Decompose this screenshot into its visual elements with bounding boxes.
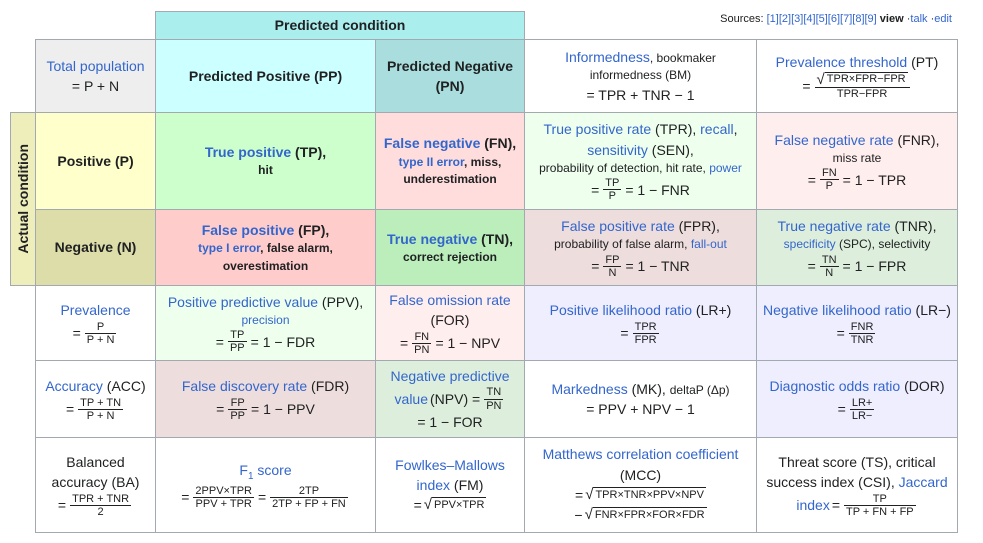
sources-bar	[720, 13, 952, 25]
fraction-denominator: P + N	[86, 333, 115, 346]
text-span: = TPR + TNR − 1	[586, 86, 695, 103]
true-negative-link[interactable]: True negative	[386, 230, 478, 247]
text-span	[554, 236, 727, 253]
text-span	[763, 300, 951, 320]
fraction-numerator: FP	[605, 253, 620, 266]
text-span	[565, 47, 716, 67]
fowlkes-mallows-link[interactable]: Fowlkes–Mallows	[395, 456, 505, 473]
informedness-cell	[524, 39, 757, 113]
formula	[395, 386, 506, 411]
fraction-denominator: N	[825, 266, 834, 279]
text-span: F	[239, 462, 248, 479]
formula: = √ TPR×TNR×PPV×NPV	[575, 485, 704, 503]
ref-link-6[interactable]: [6]	[827, 13, 841, 25]
total-population-cell	[35, 39, 156, 113]
mcc-cell	[524, 437, 757, 533]
fraction-numerator: TN	[821, 253, 837, 266]
text-span: miss rate	[832, 150, 882, 165]
fraction	[633, 321, 659, 346]
lr-positive-link[interactable]: Positive likelihood ratio	[549, 302, 693, 319]
fraction-numerator: 2TP	[270, 485, 348, 498]
true-positive-link[interactable]: True positive	[204, 144, 292, 161]
predicted-condition-header	[155, 11, 525, 40]
formula: = $\frac{P}{P + N}$	[72, 320, 115, 346]
text-span: = P + N	[71, 78, 120, 94]
text-span: (FNR),	[893, 131, 940, 148]
tpr-cell	[524, 112, 757, 210]
dor-link[interactable]: Diagnostic odds ratio	[769, 378, 901, 395]
fdr-cell	[155, 360, 376, 438]
text-span: (LR+)	[692, 302, 732, 319]
jaccard-index-link[interactable]: index	[796, 497, 830, 514]
fraction-denominator: P + N	[86, 409, 115, 422]
text-span: (SPC), selectivity	[835, 237, 931, 252]
text-span: (SEN),	[647, 141, 694, 158]
fraction-denominator: LR−	[851, 409, 873, 422]
text-span: (FM)	[450, 476, 484, 493]
lr-negative-link[interactable]: Negative likelihood ratio	[763, 302, 912, 319]
text-span: , false alarm,	[260, 241, 333, 256]
tnr-link[interactable]: True negative rate	[777, 218, 891, 235]
text-span: (DOR)	[900, 378, 945, 395]
text-span	[387, 229, 513, 249]
text-span: = 1 − FOR	[417, 413, 483, 430]
fraction	[603, 254, 621, 279]
formula: = $\frac{FN}{P}$ = 1 − TPR	[807, 167, 907, 193]
threat-score-cell	[756, 437, 958, 533]
false-negative-link[interactable]: False negative	[383, 135, 481, 152]
radicand: FNR×FPR×FOR×FDR	[593, 507, 707, 524]
radical-sign-icon: √	[585, 485, 594, 503]
fraction-numerator: FP	[228, 397, 247, 410]
text-span: deltaP (Δp)	[669, 382, 730, 397]
text-span: (PT)	[907, 53, 939, 70]
fraction-denominator: TNR	[850, 333, 874, 346]
ref-link-1[interactable]: [1]	[766, 13, 779, 25]
formula: = $\frac{FP}{N}$ = 1 − TNR	[591, 253, 690, 279]
specificity-link[interactable]: specificity	[783, 237, 836, 252]
formula: index = $\frac{TP}{TP + FN + FP}$	[796, 492, 914, 518]
edit-link[interactable]: edit	[934, 13, 952, 25]
square-root	[585, 507, 707, 524]
text-span: Positive (P)	[57, 152, 134, 169]
type-ii-error-link[interactable]: type II error	[398, 154, 464, 169]
fraction-numerator: TP	[844, 493, 916, 506]
text-span	[168, 292, 363, 312]
text-span: overestimation	[222, 258, 309, 273]
text-span: (TPR),	[651, 121, 701, 138]
radicand: PPV×TPR	[432, 497, 486, 514]
text-span	[539, 160, 742, 177]
text-span: Predicted condition	[274, 17, 406, 34]
vertical-label: Actual condition	[14, 144, 31, 254]
prevalence-threshold-link[interactable]: Prevalence threshold	[775, 53, 908, 70]
text-span: (FOR)	[430, 312, 470, 329]
f1-score-cell	[155, 437, 376, 533]
formula: = √ TPR×FPR−FPR TPR−FPR	[802, 72, 911, 100]
fraction-numerator: TP + TN	[80, 396, 122, 409]
npv-link-1[interactable]: Negative predictive	[390, 368, 510, 385]
fm-index-link[interactable]: index	[416, 476, 451, 493]
text-span: = 1 − TPR	[842, 171, 907, 188]
fraction-numerator: TP	[605, 177, 620, 190]
fraction	[70, 493, 131, 518]
prevalence-threshold-cell	[756, 39, 958, 113]
fraction	[78, 397, 123, 422]
balanced-accuracy-cell	[35, 437, 156, 533]
talk-link[interactable]: talk	[910, 13, 928, 25]
sources-label: Sources:	[720, 13, 764, 25]
text-span	[550, 300, 732, 320]
radical-sign-icon: √	[584, 505, 593, 523]
false-positive-cell	[155, 209, 376, 286]
fraction	[412, 331, 431, 356]
positive-row-header	[35, 112, 156, 210]
text-span	[784, 236, 931, 253]
text-span: Balanced	[66, 454, 125, 471]
text-span: , miss,	[464, 154, 502, 169]
npv-link-2[interactable]: value	[394, 390, 428, 407]
fraction-numerator: P	[85, 321, 117, 334]
tpr-link[interactable]: True positive rate	[543, 121, 652, 138]
markedness-cell	[524, 360, 757, 438]
formula: = $\frac{TP}{PP}$ = 1 − FDR	[215, 329, 316, 355]
radicand: TPR×TNR×PPV×NPV	[593, 487, 706, 504]
text-span: = 1 − PPV	[251, 400, 315, 417]
text-span: Predicted Negative (PN)	[386, 57, 514, 94]
fraction	[193, 485, 254, 510]
mcc-link[interactable]: Matthews correlation coefficient	[542, 446, 739, 463]
fraction-numerator: TPR	[634, 320, 657, 333]
total-population-link[interactable]: Total population	[46, 57, 145, 74]
text-span: Predicted Positive (PP)	[188, 67, 343, 84]
text-span	[544, 119, 738, 139]
fraction	[228, 397, 247, 422]
true-positive-cell	[155, 112, 376, 210]
fraction-denominator: P	[608, 190, 616, 203]
tnr-cell	[756, 209, 958, 286]
fpr-link[interactable]: False positive rate	[561, 218, 675, 235]
fraction-denominator: PP	[229, 342, 245, 355]
fraction-denominator: TP + FN + FP	[846, 505, 914, 518]
text-span: (ACC)	[102, 378, 146, 395]
ref-link-4[interactable]: [4]	[803, 13, 816, 25]
precision-link[interactable]: precision	[241, 312, 290, 327]
fraction	[270, 485, 348, 510]
fraction	[850, 397, 875, 422]
text-span	[561, 216, 720, 236]
text-span	[198, 240, 333, 257]
text-span: = 1 − TNR	[625, 258, 690, 275]
text-span: (FPR),	[674, 218, 720, 235]
formula: = $\frac{TN}{N}$ = 1 − FPR	[807, 253, 907, 279]
radical-sign-icon: √	[423, 495, 432, 513]
text-span: = PPV + NPV − 1	[586, 401, 695, 418]
ref-link-3[interactable]: [3]	[791, 13, 804, 25]
power-link[interactable]: power	[709, 161, 742, 175]
text-span: Negative (N)	[54, 239, 137, 256]
text-span	[205, 142, 326, 162]
ref-link-5[interactable]: [5]	[815, 13, 828, 25]
fraction-numerator: FN	[821, 167, 837, 180]
text-span: ·	[930, 13, 935, 25]
text-span	[766, 472, 947, 492]
true-negative-cell	[375, 209, 525, 286]
text-span: (LR−)	[911, 302, 951, 319]
text-span: underestimation	[403, 172, 497, 187]
fraction	[844, 493, 916, 518]
fraction-denominator: PN	[414, 343, 430, 356]
fraction-denominator: 2	[97, 505, 104, 518]
formula: = $\frac{FP}{PP}$ = 1 − PPV	[216, 396, 315, 422]
text-span: hit	[258, 163, 273, 178]
square-root	[817, 72, 908, 87]
text-span	[587, 140, 694, 160]
fdr-link[interactable]: False discovery rate	[181, 378, 308, 395]
formula: = $\frac{\text{FNR}}{\text{TNR}}$	[836, 320, 874, 346]
text-span	[182, 376, 349, 396]
fraction	[815, 72, 910, 100]
square-root	[585, 487, 706, 504]
text-span: , bookmaker	[649, 50, 716, 65]
fraction-denominator: TPR−FPR	[836, 88, 888, 101]
formula: = $\frac{TP + TN}{P + N}$	[65, 396, 122, 422]
fowlkes-mallows-cell	[375, 437, 525, 533]
text-span: ,	[733, 121, 738, 138]
formula: = $\frac{TP}{P}$ = 1 − FNR	[591, 177, 690, 203]
fraction-denominator: PN	[486, 399, 502, 412]
sensitivity-link[interactable]: sensitivity	[587, 141, 648, 158]
fraction-numerator: LR+	[851, 396, 873, 409]
text-span: = 1 − FPR	[842, 258, 907, 275]
for-link[interactable]: False omission rate	[389, 292, 511, 309]
text-span: probability of detection, hit rate,	[539, 161, 710, 175]
false-negative-cell	[375, 112, 525, 210]
text-span: (TNR),	[890, 218, 937, 235]
accuracy-link[interactable]: Accuracy	[45, 378, 103, 395]
text-span: ·	[906, 13, 911, 25]
text-span: (NPV) =	[430, 390, 481, 407]
recall-link[interactable]: recall	[700, 121, 734, 138]
fraction-numerator: 2PPV×TPR	[195, 484, 252, 497]
text-span: (MCC)	[619, 466, 662, 483]
fraction	[820, 167, 839, 192]
f1-score-link[interactable]	[239, 462, 292, 483]
fnr-link[interactable]: False negative rate	[774, 131, 894, 148]
text-span: accuracy (BA)	[51, 474, 140, 491]
square-root	[424, 497, 487, 514]
fraction	[484, 386, 503, 411]
markedness-link[interactable]: Markedness	[551, 380, 628, 397]
text-span: probability of false alarm,	[554, 237, 691, 252]
text-span: (PPV),	[318, 293, 364, 310]
fraction	[603, 177, 621, 202]
text-span	[399, 154, 502, 171]
fraction-denominator: N	[608, 266, 617, 279]
text-span: success index (CSI),	[766, 474, 899, 491]
text-span: score	[253, 462, 292, 479]
text-span	[384, 133, 516, 153]
text-span: 1	[247, 471, 254, 483]
fraction-numerator: TP	[228, 329, 247, 342]
fraction-denominator: P	[825, 180, 833, 193]
accuracy-cell	[35, 360, 156, 438]
ref-link-9[interactable]: [9]	[864, 13, 877, 25]
prevalence-cell	[35, 285, 156, 361]
dor-cell	[756, 360, 958, 438]
text-span: correct rejection	[402, 249, 498, 264]
text-span: (MK),	[627, 380, 670, 397]
formula: = $\frac{\text{TPR + TNR}}{2}$	[57, 492, 130, 518]
prevalence-link[interactable]: Prevalence	[60, 302, 131, 319]
fraction-denominator: PPV + TPR	[195, 497, 252, 510]
text-span	[776, 52, 939, 72]
formula: = $\frac{FN}{PN}$ = 1 − NPV	[399, 330, 501, 356]
fraction-denominator: 2TP + FP + FN	[272, 497, 346, 510]
type-i-error-link[interactable]: type I error	[198, 241, 261, 256]
text-span: = 1 − NPV	[435, 335, 501, 352]
predicted-negative-cell	[375, 39, 525, 113]
fraction	[85, 321, 117, 346]
text-span	[202, 220, 330, 240]
text-span: (FP),	[294, 221, 330, 238]
actual-condition-header	[10, 112, 36, 286]
ref-link-2[interactable]: [2]	[778, 13, 792, 25]
predicted-positive-cell	[155, 39, 376, 113]
view-label[interactable]: view	[879, 13, 904, 25]
for-cell	[375, 285, 525, 361]
text-span: Threat score (TS), critical	[778, 454, 936, 471]
fall-out-link[interactable]: fall-out	[690, 237, 727, 252]
fraction-numerator: TPR + TNR	[72, 492, 130, 505]
fnr-cell	[756, 112, 958, 210]
formula: = $\frac{\text{TPR}}{\text{FPR}}$	[620, 320, 657, 346]
fraction-denominator: PP	[230, 409, 246, 422]
fraction-numerator: FNR	[850, 320, 874, 333]
text-span: informedness (BM)	[589, 68, 692, 83]
jaccard-link[interactable]: Jaccard	[898, 474, 948, 491]
formula: = $\frac{LR+}{LR-}$	[837, 396, 873, 422]
ref-link-8[interactable]: [8]	[852, 13, 865, 25]
formula: = √ PPV×TPR	[413, 495, 485, 514]
lr-negative-cell	[756, 285, 958, 361]
text-span	[417, 475, 484, 495]
fraction-numerator: TN	[484, 386, 503, 399]
formula: = $\frac{\text{2PPV×TPR}}{\text{PPV + TPR}}$ = $\frac{2TP}{2TP + FP + FN}$	[181, 484, 346, 510]
text-span	[778, 216, 937, 236]
fraction	[228, 329, 247, 354]
radicand: TPR×FPR−FPR	[826, 73, 906, 86]
text-span: (FN),	[480, 135, 517, 152]
text-span: (TP),	[291, 144, 327, 161]
fraction-denominator: FPR	[634, 333, 657, 346]
false-positive-link[interactable]: False positive	[201, 221, 295, 238]
text-span	[45, 376, 145, 396]
lr-positive-cell	[524, 285, 757, 361]
fpr-cell	[524, 209, 757, 286]
fraction	[849, 321, 876, 346]
ppv-link[interactable]: Positive predictive value	[167, 293, 319, 310]
text-span: (FDR)	[307, 378, 350, 395]
fraction	[820, 254, 839, 279]
npv-cell	[375, 360, 525, 438]
text-span: = 1 − FDR	[250, 333, 316, 350]
negative-row-header	[35, 209, 156, 286]
text-span	[239, 460, 291, 484]
radical-sign-icon: √	[816, 71, 825, 89]
text-span	[769, 376, 944, 396]
text-span	[775, 130, 940, 150]
ref-link-7[interactable]: [7]	[840, 13, 853, 25]
formula: − √ FNR×FPR×FOR×FDR	[574, 505, 705, 524]
text-span: (TN),	[477, 230, 514, 247]
fraction-numerator: FN	[412, 331, 431, 344]
text-span	[551, 379, 729, 399]
fraction-numerator	[815, 72, 910, 88]
text-span: = 1 − FNR	[625, 181, 690, 198]
informedness-link[interactable]: Informedness	[565, 48, 650, 65]
ppv-cell	[155, 285, 376, 361]
